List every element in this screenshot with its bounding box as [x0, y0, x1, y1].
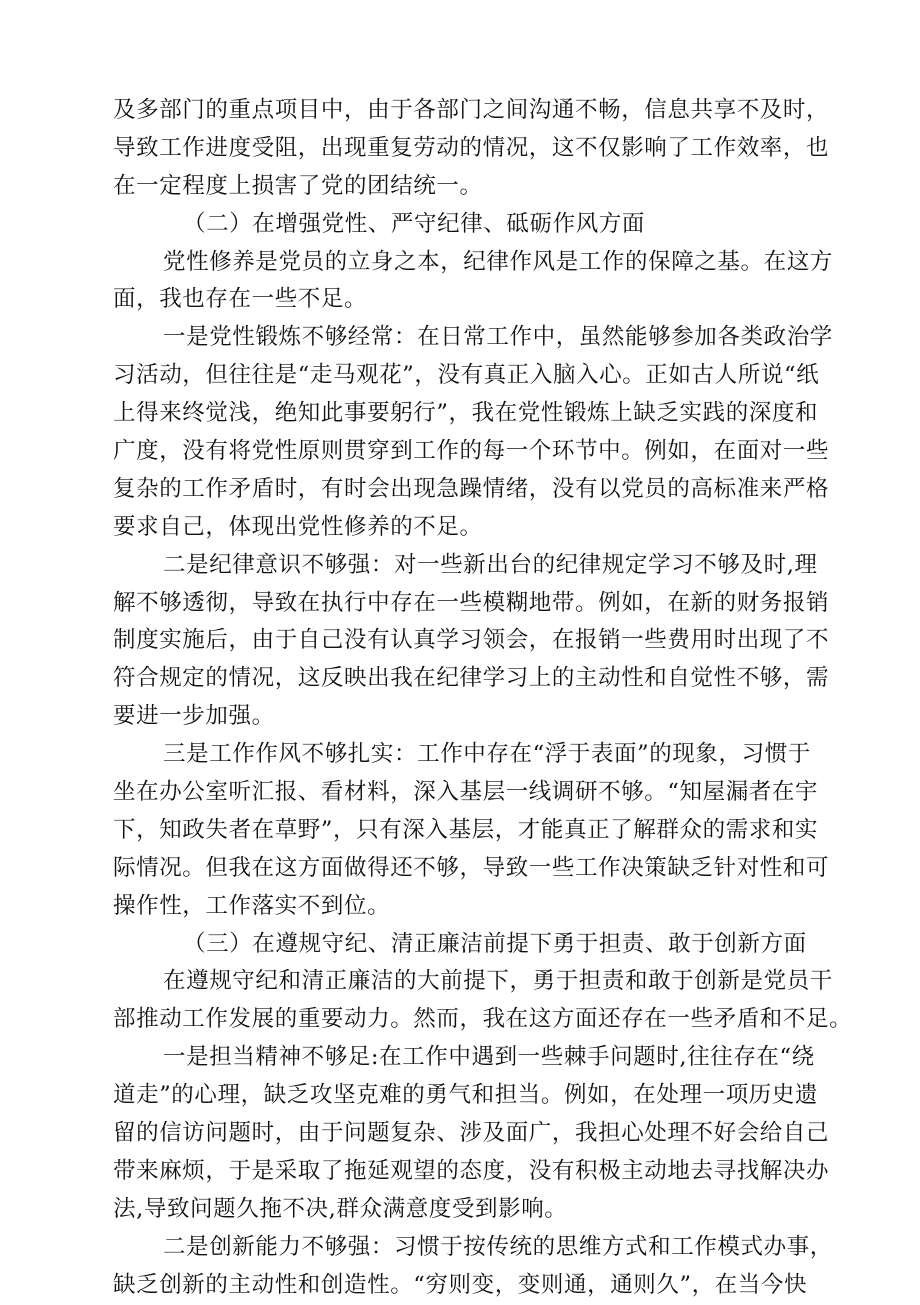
- text-line: 在一定程度上损害了党的团结统一。: [113, 172, 483, 199]
- text-line: 带来麻烦，于是采取了拖延观望的态度，没有积极主动地去寻找解决办: [113, 1157, 830, 1184]
- text-line: 导致工作进度受阻，出现重复劳动的情况，这不仅影响了工作效率，也: [113, 134, 830, 161]
- paragraph: [113, 1039, 853, 1228]
- text-line: 三是工作作风不够扎实：工作中存在“浮于表面”的现象，习惯于: [163, 741, 811, 768]
- text-line: 法,导致问题久拖不决,群众满意度受到影响。: [113, 1195, 568, 1222]
- text-line: 要进一步加强。: [113, 703, 275, 730]
- text-line: 要求自己，体现出党性修养的不足。: [113, 513, 483, 540]
- text-line: 符合规定的情况，这反映出我在纪律学习上的主动性和自觉性不够，需: [113, 665, 830, 692]
- text-line: 一是担当精神不够足:在工作中遇到一些棘手问题时,往往存在“绕: [163, 1044, 815, 1071]
- text-line: 习活动，但往往是“走马观花”，没有真正入脑入心。正如古人所说“纸: [113, 362, 820, 389]
- document-body: [113, 92, 853, 1305]
- paragraph: [113, 1229, 853, 1305]
- paragraph: [113, 963, 853, 1039]
- text-line: 上得来终觉浅，绝知此事要躬行”，我在党性锻炼上缺乏实践的深度和: [113, 400, 819, 427]
- paragraph: [113, 244, 853, 320]
- text-line: 下，知政失者在草野”，只有深入基层，才能真正了解群众的需求和实: [113, 816, 819, 843]
- text-line: 制度实施后，由于自己没有认真学习领会，在报销一些费用时出现了不: [113, 627, 830, 654]
- text-line: 二是纪律意识不够强：对一些新出台的纪律规定学习不够及时,理: [163, 551, 818, 578]
- text-line: 部推动工作发展的重要动力。然而，我在这方面还存在一些矛盾和不足。: [113, 1006, 853, 1033]
- text-line: 党性修养是党员的立身之本，纪律作风是工作的保障之基。在这方: [163, 248, 833, 275]
- text-line: 解不够透彻，导致在执行中存在一些模糊地带。例如，在新的财务报销: [113, 589, 830, 616]
- text-line: 及多部门的重点项目中，由于各部门之间沟通不畅，信息共享不及时，: [113, 97, 830, 123]
- text-line: 二是创新能力不够强：习惯于按传统的思维方式和工作模式办事，: [163, 1233, 833, 1260]
- text-line: 一是党性锻炼不够经常：在日常工作中，虽然能够参加各类政治学: [163, 324, 833, 351]
- heading-text: （二）在增强党性、严守纪律、砥砺作风方面: [183, 210, 646, 237]
- paragraph: [113, 319, 853, 546]
- text-line: 面，我也存在一些不足。: [113, 286, 368, 313]
- text-line: 缺乏创新的主动性和创造性。“穷则变，变则通，通则久”，在当今快: [113, 1271, 808, 1298]
- text-line: 复杂的工作矛盾时，有时会出现急躁情绪，没有以党员的高标准来严格: [113, 475, 830, 502]
- text-line: 在遵规守纪和清正廉洁的大前提下，勇于担责和敢于创新是党员干: [163, 968, 833, 995]
- section-heading: [113, 206, 853, 244]
- text-line: 道走”的心理，缺乏攻坚克难的勇气和担当。例如，在处理一项历史遗: [113, 1082, 819, 1109]
- paragraph: [113, 547, 853, 736]
- text-line: 广度，没有将党性原则贯穿到工作的每一个环节中。例如，在面对一些: [113, 438, 830, 465]
- paragraph: [113, 92, 853, 206]
- text-line: 操作性，工作落实不到位。: [113, 892, 391, 919]
- paragraph: [113, 736, 853, 925]
- text-line: 留的信访问题时，由于问题复杂、涉及面广，我担心处理不好会给自己: [113, 1120, 830, 1147]
- text-line: 坐在办公室听汇报、看材料，深入基层一线调研不够。“知屋漏者在宇: [113, 779, 819, 806]
- section-heading: [113, 926, 853, 964]
- text-line: 际情况。但我在这方面做得还不够，导致一些工作决策缺乏针对性和可: [113, 854, 830, 881]
- heading-text: （三）在遵规守纪、清正廉洁前提下勇于担责、敢于创新方面: [183, 930, 807, 957]
